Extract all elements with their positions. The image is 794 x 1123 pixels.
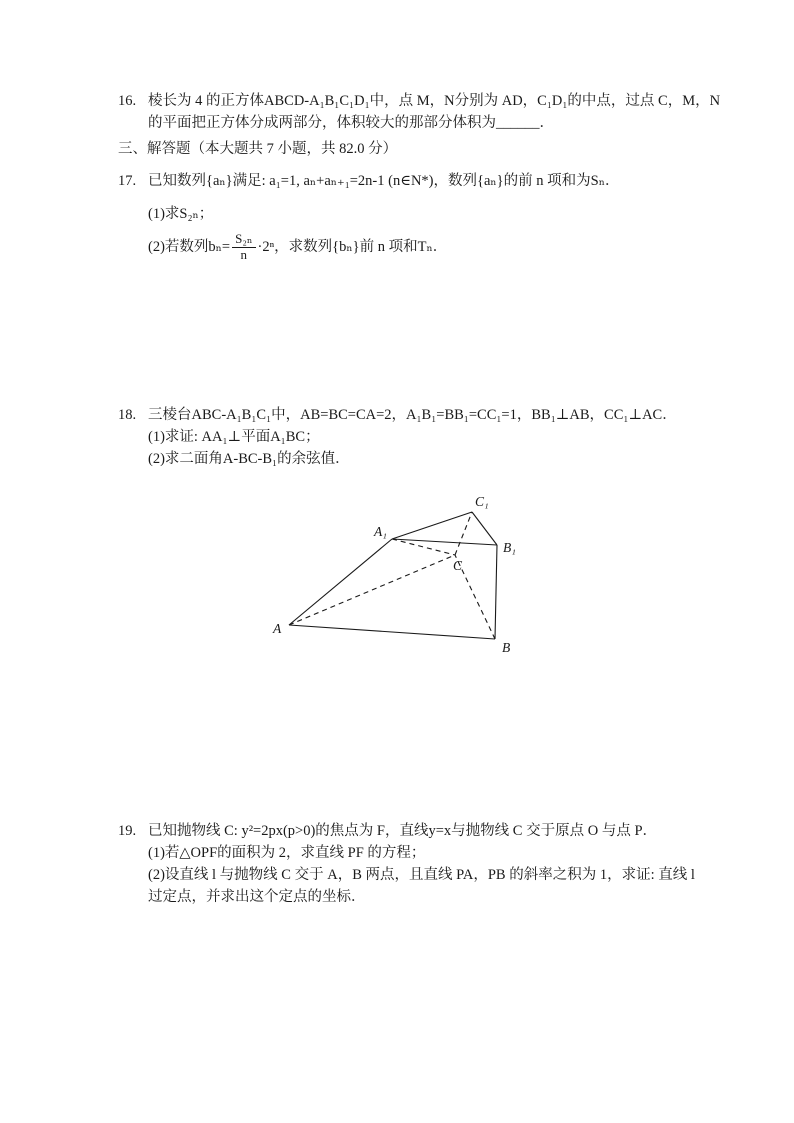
vertex-label-c1: C₁: [475, 494, 489, 509]
question-18-number: 18.: [118, 407, 137, 423]
question-17-part2: [148, 232, 619, 263]
fraction-denominator: n: [232, 247, 255, 263]
question-17-part1: (1)求S₂ₙ；: [148, 206, 214, 222]
question-19-line1: 已知抛物线 C: y²=2px(p>0)的焦点为 F，直线y=x与抛物线 C 交于原点 O 与点 P．: [148, 823, 658, 839]
edge-a-c-dashed: [289, 555, 455, 625]
edge-a-a1: [289, 539, 392, 625]
edge-c-c1-dashed: [455, 512, 472, 555]
edge-c1-b1: [472, 512, 497, 545]
edge-a1-b1: [392, 539, 497, 545]
fraction-numerator: S₂ₙ: [235, 231, 253, 246]
question-16-line2: 的平面把正方体分成两部分，体积较大的那部分体积为______．: [148, 115, 554, 131]
question-18-line1: 三棱台ABC-A₁B₁C₁中，AB=BC=CA=2，A₁B₁=BB₁=CC₁=1，BB₁⊥AB，CC₁⊥AC．: [148, 407, 677, 423]
question-18-part1: (1)求证: AA₁⊥平面A₁BC；: [148, 429, 320, 445]
edge-a1-c-dashed: [392, 539, 455, 555]
edge-b-b1: [495, 545, 497, 639]
question-16-number: 16.: [118, 93, 137, 109]
vertex-label-b: B: [502, 640, 511, 655]
edge-a1-c1: [392, 512, 472, 539]
question-17-line1: 已知数列{aₙ}满足: a₁=1, aₙ+aₙ₊₁=2n-1 (n∈N*)，数列{aₙ}的前 n 项和为Sₙ．: [148, 173, 620, 189]
question-18: [118, 404, 677, 470]
question-16-line1: 棱长为 4 的正方体ABCD-A₁B₁C₁D₁中，点 M，N分别为 AD，C₁D₁的中点，过点 C，M，N: [148, 93, 721, 109]
section-heading: 三、解答题（本大题共 7 小题，共 82.0 分）: [118, 141, 398, 157]
vertex-label-c: C: [453, 558, 463, 573]
question-18-body: [148, 404, 677, 470]
edge-a-b: [289, 625, 495, 639]
question-19-part2-line2: 过定点，并求出这个定点的坐标．: [148, 889, 366, 905]
question-17-part2-prefix: (2)若数列bₙ=: [148, 238, 231, 255]
vertex-label-a: A: [273, 621, 282, 636]
question-16-body: [148, 90, 720, 134]
question-18-part2: (2)求二面角A-BC-B₁的余弦值．: [148, 451, 350, 467]
question-16: [118, 90, 720, 134]
question-17: [118, 170, 619, 263]
question-19-number: 19.: [118, 823, 137, 839]
vertex-label-a1: A₁: [374, 524, 387, 539]
question-19-body: [148, 820, 695, 908]
question-19-part2-line1: (2)设直线 l 与抛物线 C 交于 A，B 两点，且直线 PA，PB 的斜率之积为 1，求证: 直线 l: [148, 867, 695, 883]
question-19: [118, 820, 695, 908]
vertex-label-b1: B₁: [503, 540, 516, 555]
frustum-figure: [256, 490, 536, 670]
fraction-s2n-over-n: [232, 232, 255, 263]
question-17-number: 17.: [118, 173, 137, 189]
question-17-body: [148, 170, 619, 263]
question-17-part2-suffix: ·2ⁿ，求数列{bₙ}前 n 项和Tₙ．: [257, 238, 448, 255]
question-19-part1: (1)若△OPF的面积为 2，求直线 PF 的方程；: [148, 845, 426, 861]
